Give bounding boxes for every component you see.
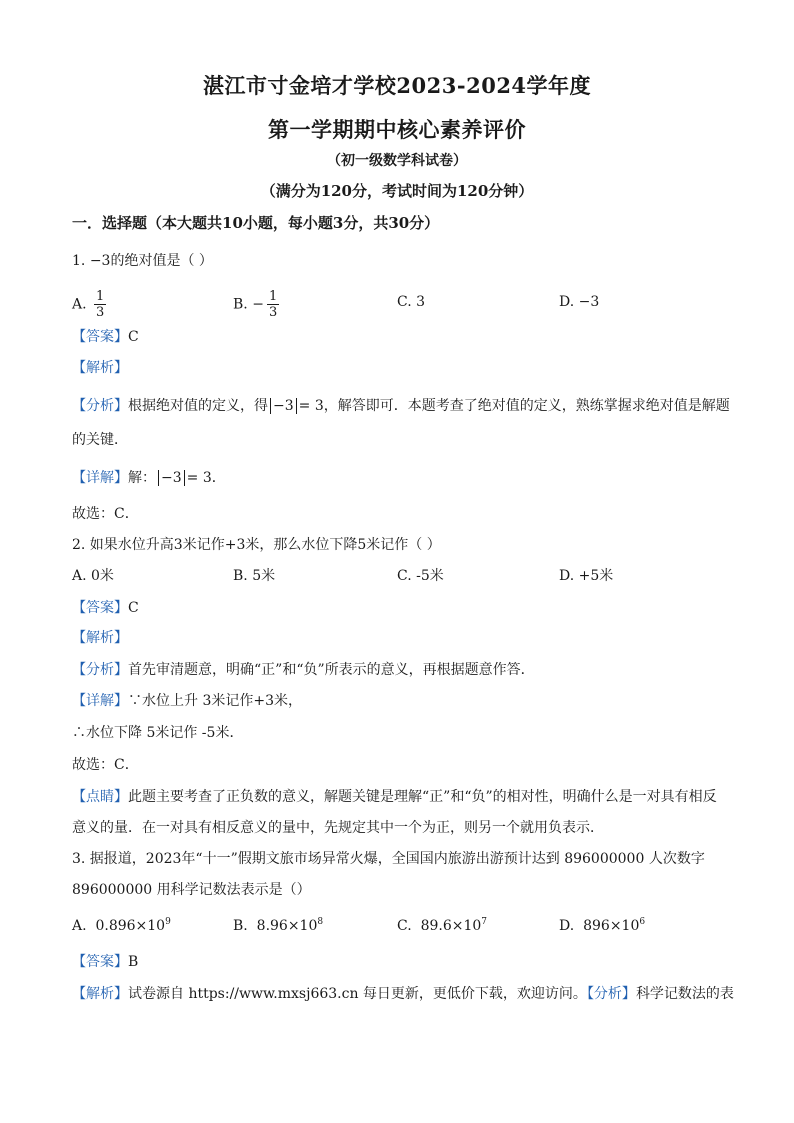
q2-analysis-tag: 【解析】 — [72, 630, 128, 646]
question-3: 3. 据报道，2023年“十一”假期文旅市场异常火爆，全国国内旅游出游预计达到 896000000 人次数字 — [72, 851, 705, 867]
question-3-line2: 896000000 用科学记数法表示是（） — [72, 882, 311, 898]
q3-option-c: C. $89.6\times 10^7$ — [397, 917, 488, 934]
absolute-value: −3 — [270, 398, 297, 414]
question-1 — [72, 251, 213, 271]
q1-number: 1. — [72, 253, 86, 269]
q2-option-a: A. 0米 — [72, 568, 114, 584]
absolute-value: −3 — [158, 470, 185, 486]
q1-option-b: B. − $\frac{1}{3}$ — [233, 289, 278, 320]
school-title: 湛江市寸金培才学校2023-2024学年度 — [202, 73, 592, 98]
fraction: $\frac{1}{3}$ — [268, 289, 278, 320]
q2-fenxi: 【分析】首先审清题意，明确“正”和“负”所表示的意义，再根据题意作答． — [72, 662, 535, 678]
q2-comment-line2: 意义的量．在一对具有相反意义的量中，先规定其中一个为正，则另一个就用负表示． — [72, 820, 604, 836]
source-link[interactable]: 试卷源自 https://www.mxsj663.cn 每日更新，更低价下载，欢迎访问。 — [128, 986, 587, 1002]
q1-fenxi-line2: 的关键． — [72, 432, 128, 448]
q1-option-a: A. $\frac{1}{3}$ — [72, 289, 105, 320]
q1-answer: 【答案】C — [72, 329, 139, 345]
subject-subtitle: （初一级数学科试卷） — [327, 153, 467, 169]
q2-option-d: D. +5米 — [559, 568, 614, 584]
q1-analysis-tag: 【解析】 — [72, 360, 128, 376]
q1-option-c: C. 3 — [397, 294, 426, 310]
q2-answer: 【答案】C — [72, 600, 139, 616]
q1-fenxi: 【分析】根据绝对值的定义，得 −3 = 3，解答即可．本题考查了绝对值的定义，熟练掌握求绝对值是解题 — [72, 398, 730, 414]
q1-text: 的绝对值是（ ） — [110, 253, 213, 269]
q2-detail: 【详解】∵水位上升 3米记作+3米， — [72, 693, 302, 709]
q3-option-d: D. $896\times 10^6$ — [559, 917, 646, 934]
q2-option-c: C. -5米 — [397, 568, 444, 584]
q2-choose: 故选：C． — [72, 757, 139, 773]
q2-therefore: ∴水位下降 5米记作 -5米． — [72, 725, 244, 741]
question-2: 2. 如果水位升高3米记作+3米，那么水位下降5米记作（ ） — [72, 537, 441, 553]
q3-answer: 【答案】B — [72, 954, 139, 970]
q2-option-b: B. 5米 — [233, 568, 276, 584]
q1-expression: −3 — [89, 253, 111, 269]
q2-comment: 【点睛】此题主要考查了正负数的意义，解题关键是理解“正”和“负”的相对性，明确什么是一对具有相反 — [72, 789, 717, 805]
exam-info: （满分为120分，考试时间为120分钟） — [260, 182, 534, 200]
q1-choose: 故选：C． — [72, 506, 139, 522]
q3-option-b: B. $8.96\times 10^8$ — [233, 917, 324, 934]
q3-analysis: 【解析】试卷源自 https://www.mxsj663.cn 每日更新，更低价下载，欢迎访问。【分析】科学记数法的表 — [72, 986, 734, 1002]
q3-option-a: A. $0.896\times 10^9$ — [72, 917, 171, 934]
section-heading: 一．选择题（本大题共10小题，每小题3分，共30分） — [72, 214, 440, 232]
q1-option-d: D. −3 — [559, 294, 600, 310]
exam-title: 第一学期期中核心素养评价 — [268, 117, 526, 142]
fraction: $\frac{1}{3}$ — [96, 289, 105, 320]
q1-detail: 【详解】解： −3 = 3． — [72, 470, 226, 486]
